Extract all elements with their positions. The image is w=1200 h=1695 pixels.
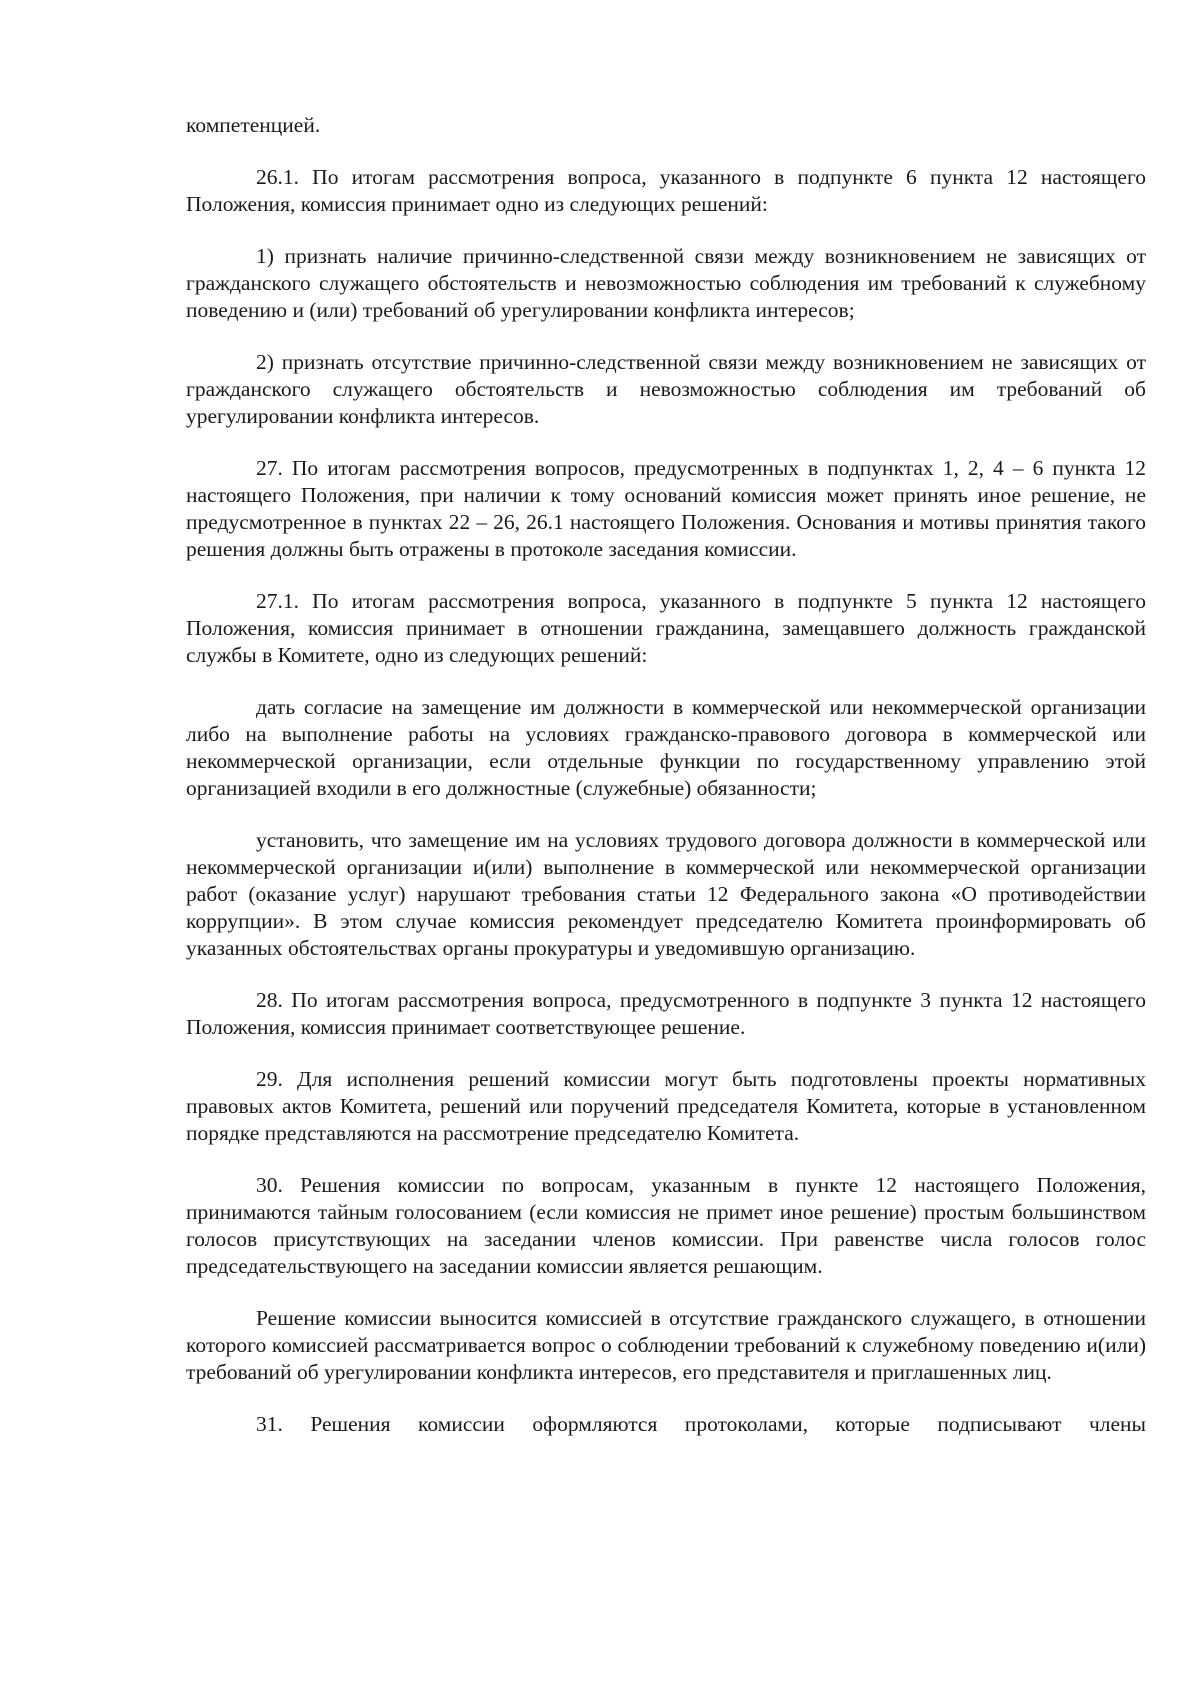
paragraph-29: 29. Для исполнения решений комиссии могут быть подготовлены проекты нормативных правовых актов Комитета, решений или поручений председателя Комитета, которые в установленном порядке представляются на рассмотрение председателю Комитета.: [186, 1067, 1146, 1145]
paragraph-27-1-option-violation: установить, что замещение им на условиях трудового договора должности в коммерческой или некоммерческой организации и(или) выполнение в коммерческой или некоммерческой организации работ (оказание услуг) нарушают требования статьи 12 Федерального закона «О противодействии коррупции». В этом случае комиссия рекомендует председателю Комитета проинформировать об указанных обстоятельствах органы прокуратуры и уведомившую организацию.: [186, 828, 1146, 960]
paragraph-26-1-item-2: 2) признать отсутствие причинно-следственной связи между возникновением не зависящих от гражданского служащего обстоятельств и невозможностью соблюдения им требований об урегулировании конфликта интересов.: [186, 350, 1146, 428]
paragraph-26-1: 26.1. По итогам рассмотрения вопроса, указанного в подпункте 6 пункта 12 настоящего Положения, комиссия принимает одно из следующих решений:: [186, 165, 1146, 216]
paragraph-continuation: компетенцией.: [186, 113, 321, 137]
paragraph-30: 30. Решения комиссии по вопросам, указанным в пункте 12 настоящего Положения, принимаются тайным голосованием (если комиссия не примет иное решение) простым большинством голосов присутствующих на заседании членов комиссии. При равенстве числа голосов голос председательствующего на заседании комиссии является решающим.: [186, 1173, 1146, 1278]
paragraph-28: 28. По итогам рассмотрения вопроса, предусмотренного в подпункте 3 пункта 12 настоящего Положения, комиссия принимает соответствующее решение.: [186, 988, 1146, 1039]
paragraph-31: 31. Решения комиссии оформляются протоколами, которые подписывают члены: [256, 1412, 1146, 1436]
paragraph-27-1-option-consent: дать согласие на замещение им должности в коммерческой или некоммерческой организации либо на выполнение работы на условиях гражданско-правового договора в коммерческой или некоммерческой организации, если отдельные функции по государственному управлению этой организацией входили в его должностные (служебные) обязанности;: [186, 695, 1146, 800]
paragraph-27: 27. По итогам рассмотрения вопросов, предусмотренных в подпунктах 1, 2, 4 – 6 пункта 12 настоящего Положения, при наличии к тому оснований комиссия может принять иное решение, не предусмотренное в пунктах 22 – 26, 26.1 настоящего Положения. Основания и мотивы принятия такого решения должны быть отражены в протоколе заседания комиссии.: [186, 456, 1146, 561]
paragraph-30-decision: Решение комиссии выносится комиссией в отсутствие гражданского служащего, в отношении которого комиссией рассматривается вопрос о соблюдении требований к служебному поведению и(или) требований об урегулировании конфликта интересов, его представителя и приглашенных лиц.: [186, 1306, 1146, 1384]
document-body: [186, 112, 1146, 1438]
paragraph-27-1: 27.1. По итогам рассмотрения вопроса, указанного в подпункте 5 пункта 12 настоящего Положения, комиссия принимает в отношении гражданина, замещавшего должность гражданской службы в Комитете, одно из следующих решений:: [186, 589, 1146, 667]
paragraph-26-1-item-1: 1) признать наличие причинно-следственной связи между возникновением не зависящих от гражданского служащего обстоятельств и невозможностью соблюдения им требований к служебному поведению и (или) требований об урегулировании конфликта интересов;: [186, 244, 1146, 322]
